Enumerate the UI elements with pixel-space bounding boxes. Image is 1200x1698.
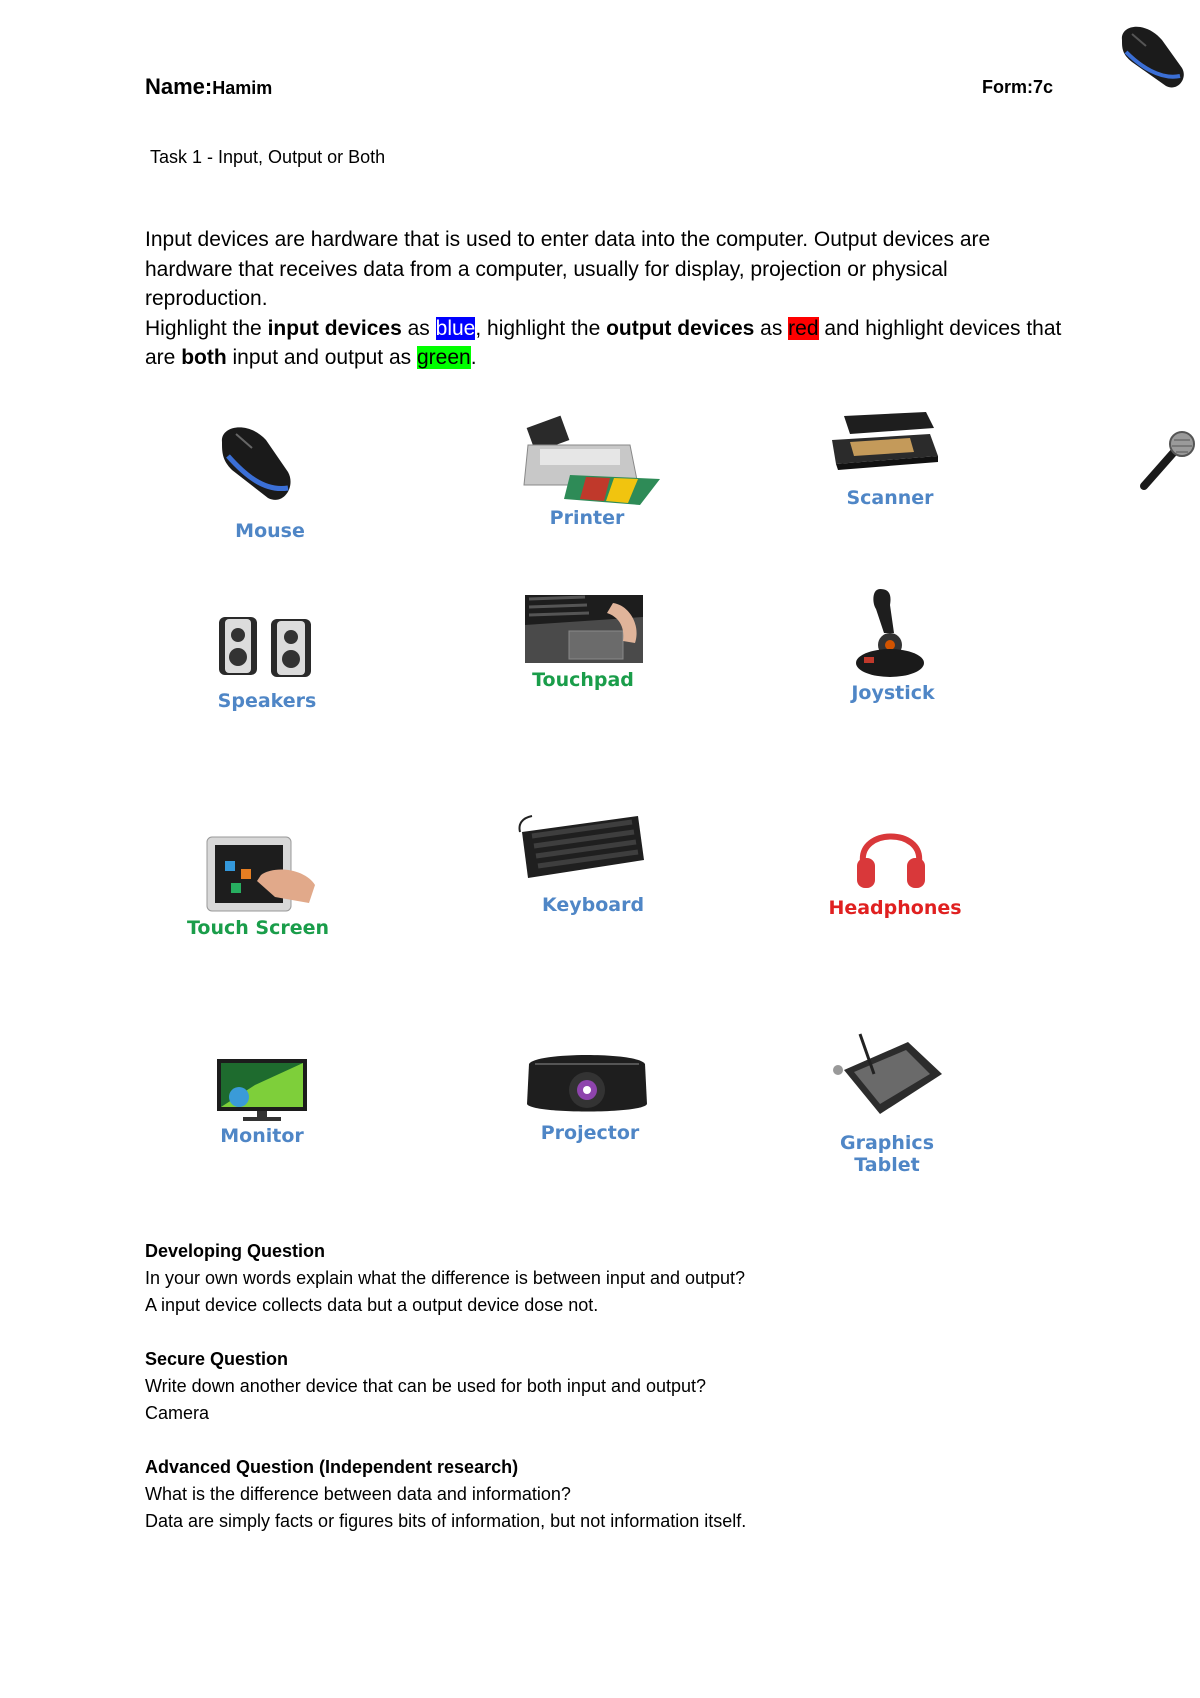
intro-text — [145, 225, 1075, 373]
mouse-icon — [208, 418, 300, 510]
task-title: Task 1 - Input, Output or Both — [150, 147, 386, 167]
developing-question-prompt: In your own words explain what the difference is between input and output? — [145, 1268, 746, 1288]
form-value: 7c — [1033, 77, 1054, 97]
name-label: Name: — [145, 74, 213, 99]
developing-question-answer: A input device collects data but a output device dose not. — [145, 1295, 599, 1315]
graphics-tablet-line2: Tablet — [854, 1154, 920, 1176]
advanced-question-prompt: What is the difference between data and information? — [145, 1484, 571, 1504]
label-graphics-tablet — [827, 1132, 947, 1176]
headphones-icon — [855, 818, 927, 892]
intro-text-part: as — [401, 316, 436, 340]
corner-mouse-icon — [1110, 20, 1190, 95]
highlight-blue: blue — [435, 316, 476, 340]
label-speakers: Speakers — [217, 690, 317, 712]
intro-definition: Input devices are hardware that is used to enter data into the computer. Output devices are hardware that receives data from a computer, usually for display, projection or physical reproduction. — [145, 228, 991, 310]
touch-screen-icon — [205, 835, 317, 915]
graphics-tablet-line1: Graphics — [840, 1132, 934, 1154]
scanner-icon — [830, 410, 940, 472]
highlight-green: green — [416, 346, 471, 369]
intro-text-part: , highlight the — [475, 316, 607, 340]
touchpad-icon — [525, 595, 643, 663]
projector-icon — [525, 1050, 649, 1120]
form-field — [982, 77, 1053, 98]
intro-both: both — [181, 346, 227, 369]
developing-question-title: Developing Question — [145, 1241, 326, 1261]
label-touch-screen: Touch Screen — [187, 917, 330, 939]
intro-text-part: . — [470, 346, 477, 369]
form-label: Form: — [982, 77, 1033, 97]
label-mouse: Mouse — [235, 520, 305, 542]
secure-question-title: Secure Question — [145, 1349, 289, 1369]
printer-icon — [520, 415, 660, 507]
label-touchpad: Touchpad — [532, 669, 634, 691]
developing-question — [145, 1238, 745, 1319]
label-projector: Projector — [540, 1122, 640, 1144]
microphone-icon — [1138, 430, 1198, 492]
label-scanner: Scanner — [846, 487, 934, 509]
label-keyboard: Keyboard — [541, 894, 645, 916]
advanced-question-answer: Data are simply facts or figures bits of information, but not information itself. — [145, 1511, 747, 1531]
label-monitor: Monitor — [220, 1125, 304, 1147]
intro-text-part: input and output as — [226, 346, 417, 369]
intro-text-part: as — [754, 316, 789, 340]
highlight-red: red — [788, 316, 819, 340]
name-field — [145, 74, 272, 100]
secure-question-prompt: Write down another device that can be used for both input and output? — [145, 1376, 707, 1396]
intro-text-part: Highlight the — [145, 316, 268, 340]
intro-output-devices: output devices — [606, 316, 755, 340]
intro-input-devices: input devices — [267, 316, 402, 340]
label-headphones: Headphones — [828, 897, 962, 919]
label-joystick: Joystick — [851, 682, 935, 704]
monitor-icon — [215, 1057, 309, 1123]
advanced-question — [145, 1454, 746, 1535]
joystick-icon — [850, 585, 930, 680]
advanced-question-title: Advanced Question (Independent research) — [145, 1457, 519, 1477]
speakers-icon — [215, 613, 315, 681]
secure-question — [145, 1346, 706, 1427]
label-printer: Printer — [549, 507, 625, 529]
name-value: Hamim — [212, 78, 273, 98]
secure-question-answer: Camera — [145, 1403, 210, 1423]
intro-text-part: and highlight devices that are — [145, 316, 1062, 369]
keyboard-icon — [518, 810, 646, 882]
graphics-tablet-icon — [830, 1030, 945, 1122]
